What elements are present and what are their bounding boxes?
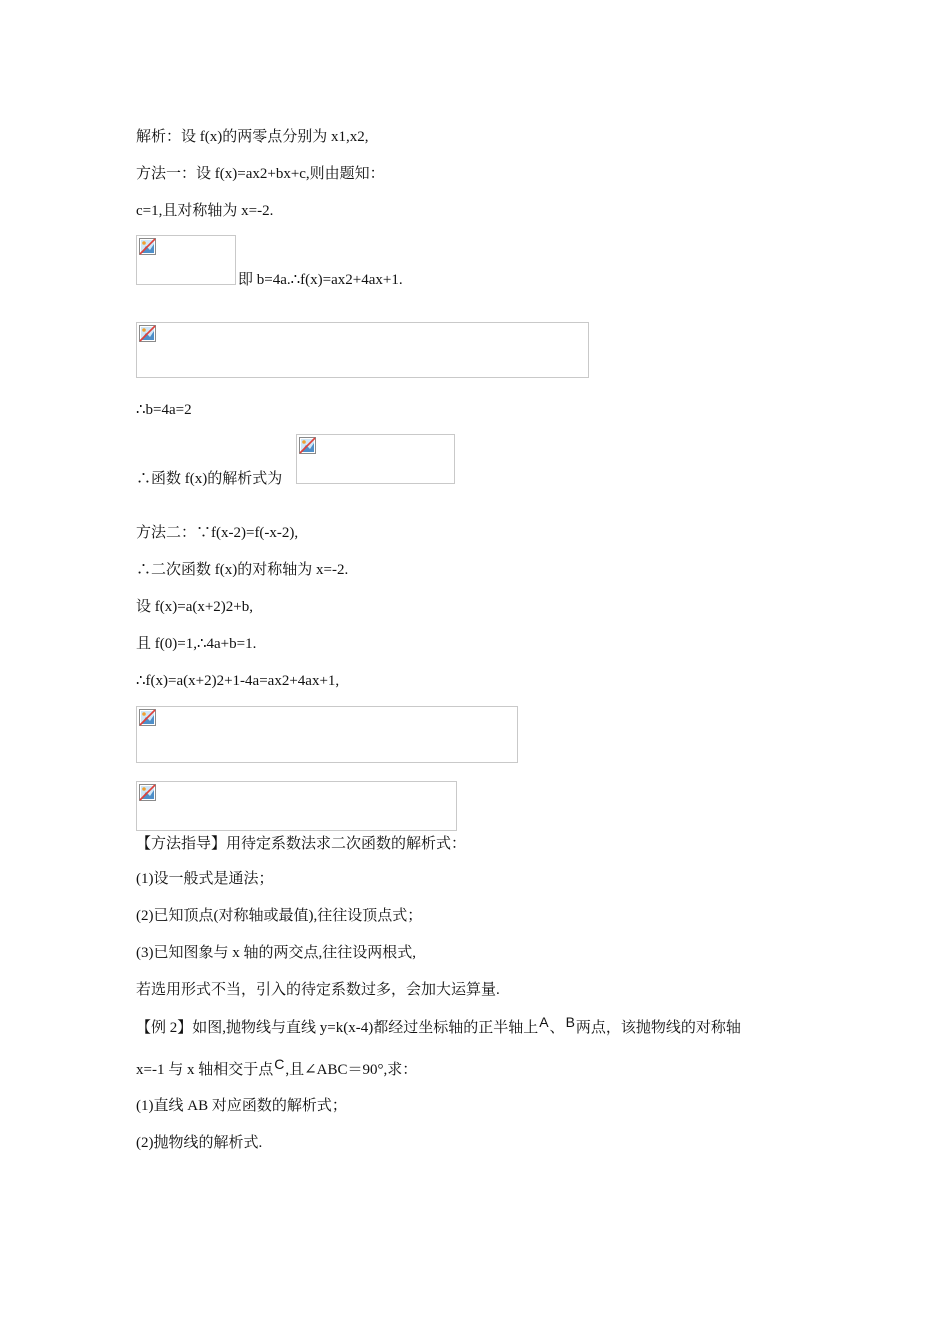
- example-2-text-g: ,且∠ABC＝90°,求：: [285, 1062, 418, 1078]
- point-a-label: A: [539, 1014, 549, 1030]
- text-line-6: ∴函数 f(x)的解析式为: [136, 471, 283, 487]
- broken-image-icon: [139, 325, 156, 342]
- method-guide-heading: 【方法指导】用待定系数法求二次函数的解析式：: [136, 836, 467, 852]
- image-placeholder-1: [136, 235, 236, 285]
- text-line-11: ∴f(x)=a(x+2)2+1-4a=ax2+4ax+1,: [136, 673, 340, 689]
- broken-image-icon: [139, 238, 156, 255]
- point-b-label: B: [565, 1014, 575, 1030]
- point-c-label: C: [274, 1056, 285, 1072]
- text-line-7: 方法二：∵f(x-2)=f(-x-2),: [136, 525, 299, 541]
- image-placeholder-5: [136, 781, 457, 831]
- broken-image-icon: [139, 784, 156, 801]
- example-2-text-e: 两点，该抛物线的对称轴: [575, 1020, 741, 1036]
- text-line-1: 解析：设 f(x)的两零点分别为 x1,x2,: [136, 129, 369, 145]
- example-2-line-2: [136, 1056, 418, 1079]
- broken-image-icon: [139, 709, 156, 726]
- example-2-line-1: [136, 1014, 741, 1037]
- text-line-13: (1)设一般式是通法；: [136, 871, 274, 887]
- text-line-8: ∴二次函数 f(x)的对称轴为 x=-2.: [136, 562, 349, 578]
- text-line-16: 若选用形式不当，引入的待定系数过多，会加大运算量.: [136, 982, 500, 998]
- text-line-14: (2)已知顶点(对称轴或最值),往往设顶点式；: [136, 908, 423, 924]
- question-2: (2)抛物线的解析式.: [136, 1135, 263, 1151]
- question-1: (1)直线 AB 对应函数的解析式；: [136, 1098, 347, 1114]
- example-2-separator: 、: [549, 1020, 565, 1036]
- text-line-9: 设 f(x)=a(x+2)2+b,: [136, 599, 254, 615]
- text-line-2: 方法一：设 f(x)=ax2+bx+c,则由题知：: [136, 166, 385, 182]
- text-line-5: ∴b=4a=2: [136, 402, 192, 418]
- image-placeholder-4: [136, 706, 518, 763]
- text-line-4: 即 b=4a.∴f(x)=ax2+4ax+1.: [238, 272, 403, 288]
- example-2-text-a: 【例 2】如图,抛物线与直线 y=k(x-4)都经过坐标轴的正半轴上: [136, 1020, 539, 1036]
- text-line-10: 且 f(0)=1,∴4a+b=1.: [136, 636, 257, 652]
- broken-image-icon: [299, 437, 316, 454]
- example-2-text-f: x=-1 与 x 轴相交于点: [136, 1062, 274, 1078]
- image-placeholder-2: [136, 322, 589, 378]
- text-line-15: (3)已知图象与 x 轴的两交点,往往设两根式,: [136, 945, 416, 961]
- image-placeholder-3: [296, 434, 455, 484]
- text-line-3: c=1,且对称轴为 x=-2.: [136, 203, 274, 219]
